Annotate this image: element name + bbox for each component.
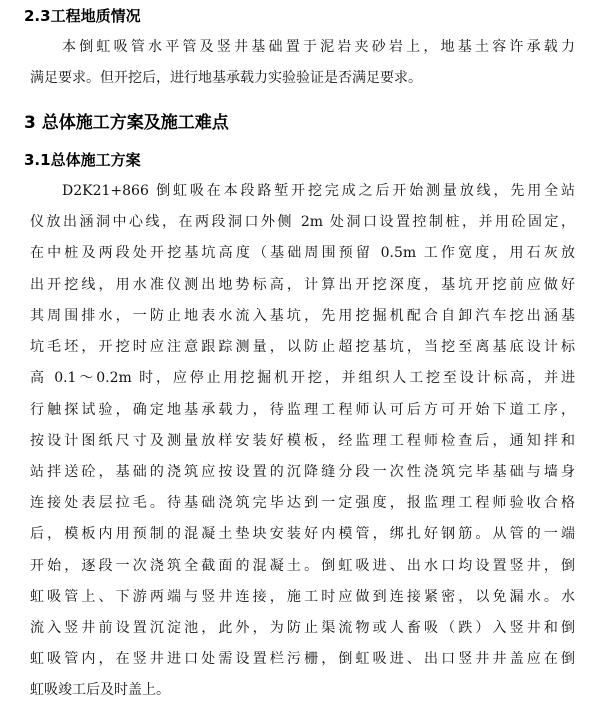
section-3-1-heading: 3.1总体施工方案: [24, 151, 141, 169]
paragraph-line: 行触探试验，确定地基承载力，待监理工程师认可后方可开始下道工序，: [30, 402, 575, 418]
paragraph-line: 高 0.1～0.2m 时，应停止用挖掘机开挖，并组织人工挖至设计标高，并进: [30, 370, 575, 386]
paragraph-line: 后，模板内用预制的混凝土垫块安装好内模管，绑扎好钢筋。从管的一端: [30, 526, 575, 542]
paragraph-line: 满足要求。但开挖后，进行地基承载力实验验证是否满足要求。: [30, 70, 422, 86]
paragraph-line: 流入竖井前设置沉淀池，此外，为防止渠流物或人畜吸（跌）入竖井和倒: [30, 620, 575, 636]
paragraph-line: 仪放出涵洞中心线，在两段洞口外侧 2m 处洞口设置控制桩，并用砼固定，: [30, 214, 575, 230]
paragraph-line: 出开挖线，用水准仪测出地势标高，计算出开挖深度，基坑开挖前应做好: [30, 277, 575, 293]
paragraph-line: 本倒虹吸管水平管及竖井基础置于泥岩夹砂岩上，地基土容许承载力: [62, 39, 575, 55]
section-2-3-heading: 2.3工程地质情况: [24, 7, 141, 25]
paragraph-line: 虹吸管内，在竖井进口处需设置栏污栅，倒虹吸进、出口竖井井盖应在倒: [30, 651, 575, 667]
paragraph-line: 其周围排水，一防止地表水流入基坑，先用挖掘机配合自卸汽车挖出涵基: [30, 308, 575, 324]
paragraph-line: 按设计图纸尺寸及测量放样安装好模板，经监理工程师检查后，通知拌和: [30, 433, 575, 449]
paragraph-line: 在中桩及两段处开挖基坑高度（基础周围预留 0.5m 工作宽度，用石灰放: [30, 245, 575, 261]
paragraph-line: 开始，逐段一次浇筑全截面的混凝土。倒虹吸进、出水口均设置竖井，倒: [30, 558, 575, 574]
paragraph-line: 虹吸竣工后及时盖上。: [30, 682, 170, 698]
paragraph-line: 虹吸管上、下游两端与竖井连接，施工时应做到连接紧密，以免漏水。水: [30, 589, 575, 605]
section-3-heading: 3 总体施工方案及施工难点: [24, 113, 229, 133]
paragraph-line: D2K21+866 倒虹吸在本段路堑开挖完成之后开始测量放线，先用全站: [62, 183, 575, 199]
paragraph-line: 连接处表层拉毛。待基础浇筑完毕达到一定强度，报监理工程师验收合格: [30, 495, 575, 511]
paragraph-line: 坑毛坯，开挖时应注意跟踪测量，以防止超挖基坑，当挖至离基底设计标: [30, 339, 575, 355]
paragraph-line: 站拌送砼，基础的浇筑应按设置的沉降缝分段一次性浇筑完毕基础与墙身: [30, 464, 575, 480]
